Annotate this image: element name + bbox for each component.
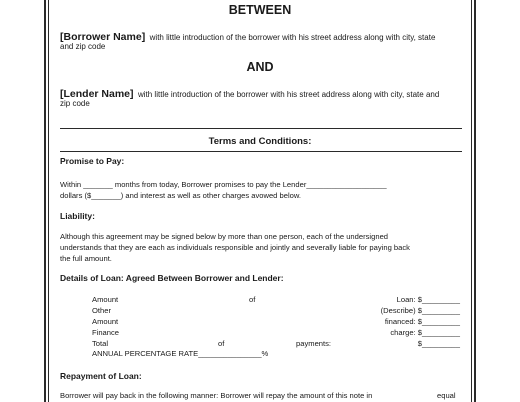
details-title: Details of Loan: Agreed Between Borrower and Lender: — [60, 273, 284, 283]
terms-top-rule — [60, 128, 462, 129]
and-heading: AND — [246, 60, 274, 74]
detail-row-total-mid: of — [218, 339, 225, 348]
detail-row-amount-left: Amount — [92, 295, 119, 304]
detail-row-charge-left: Finance — [92, 328, 120, 337]
promise-line2: dollars ($_______) and interest as well as other charges avowed below. — [60, 191, 302, 200]
detail-row-total-left: Total — [92, 339, 109, 348]
between-heading: BETWEEN — [228, 3, 292, 17]
promise-title: Promise to Pay: — [60, 156, 125, 166]
detail-row-amount-right: Loan: $_________ — [396, 295, 460, 304]
repayment-line1-end: equal — [437, 391, 456, 400]
detail-row-other-left: Other — [92, 306, 111, 315]
terms-bottom-rule — [60, 151, 462, 152]
detail-row-total-right: $_________ — [417, 339, 460, 348]
borrower-intro-line2: and zip code — [60, 42, 106, 51]
lender-block — [60, 84, 439, 102]
borrower-block — [60, 27, 435, 45]
detail-row-total-mid2: payments: — [296, 339, 332, 348]
lender-intro-line1: with little introduction of the borrower with his street address along with city, state and — [137, 90, 440, 99]
repayment-title: Repayment of Loan: — [60, 371, 142, 381]
apr-line: ANNUAL PERCENTAGE RATE_______________% — [92, 349, 269, 358]
detail-row-financed-right: financed: $_________ — [384, 317, 460, 326]
promise-line1: Within _______ months from today, Borrower promises to pay the Lender___________________ — [60, 180, 387, 189]
borrower-intro-line1: with little introduction of the borrower with his street address along with city, state — [149, 33, 436, 42]
detail-row-financed-left: Amount — [92, 317, 119, 326]
lender-intro-line2: zip code — [60, 99, 90, 108]
liability-line2: understands that they are each as individuals responsible and jointly and severally liable for paying back — [60, 243, 410, 252]
terms-title: Terms and Conditions: — [208, 136, 312, 147]
detail-row-amount-mid: of — [249, 295, 256, 304]
lender-name-label: [Lender Name] — [60, 88, 134, 100]
liability-line1: Although this agreement may be signed below by more than one person, each of the undersigned — [60, 232, 389, 241]
detail-row-other-right: (Describe) $_________ — [380, 306, 460, 315]
repayment-line1: Borrower will pay back in the following manner: Borrower will repay the amount of this note in — [60, 391, 373, 400]
borrower-name-label: [Borrower Name] — [60, 31, 146, 43]
detail-row-charge-right: charge: $_________ — [390, 328, 460, 337]
liability-line3: the full amount. — [60, 254, 112, 263]
liability-title: Liability: — [60, 211, 95, 221]
